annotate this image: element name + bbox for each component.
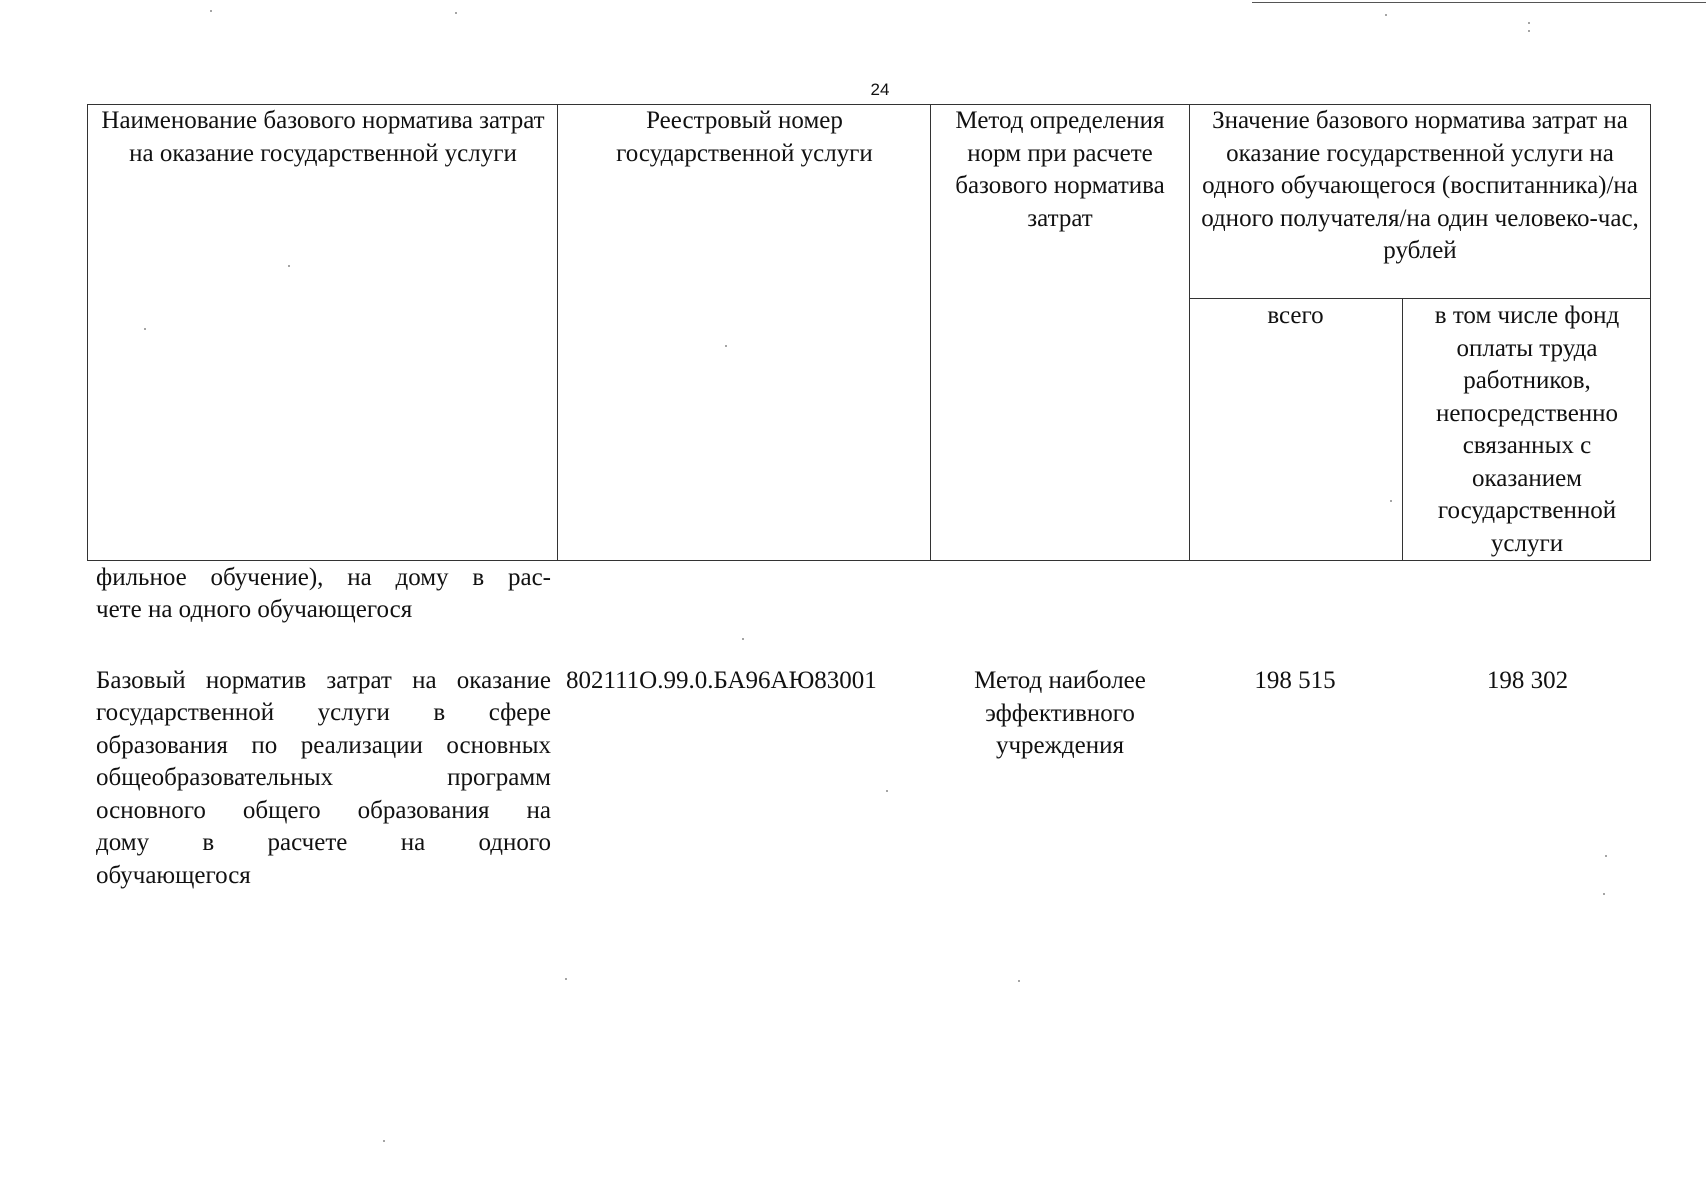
header-method-cell: Метод определения норм при расчете базового норматива затрат — [955, 107, 1165, 232]
scan-speck — [1605, 855, 1607, 857]
continuation-line: чете на одного обучающегося — [96, 596, 413, 623]
row-name-line: государственной услуги в сфере — [96, 699, 551, 726]
header-registry-cell: Реестровый номер государственной услуги — [616, 107, 873, 167]
continuation-line: фильное обучение), на дому в рас- — [96, 564, 551, 591]
table-border-left — [87, 104, 88, 561]
header-payroll-cell: в том числе фонд оплаты труда работников, непосредственно связанных с оказанием государственной услуги — [1434, 302, 1620, 557]
table-header — [87, 104, 1651, 561]
scan-speck — [1603, 893, 1605, 895]
header-total-cell: всего — [1267, 302, 1324, 329]
table-border-right — [1650, 104, 1651, 561]
table-divider — [557, 104, 558, 561]
row-name-line: обучающегося — [96, 862, 251, 889]
row-payroll-value: 198 302 — [1486, 667, 1569, 694]
scan-speck — [1528, 30, 1530, 32]
table-divider — [930, 104, 931, 561]
scan-speck — [210, 10, 212, 12]
row-name-line: дому в расчете на одного — [96, 829, 551, 856]
table-divider — [1402, 298, 1403, 561]
row-total-value: 198 515 — [1254, 667, 1336, 694]
header-value-cell: Значение базового норматива затрат на оказание государственной услуги на одного обучающегося (воспитанника)/на одного получателя/на один человеко-час, рублей — [1201, 107, 1639, 264]
table-divider — [1189, 104, 1190, 561]
row-registry-number: 802111О.99.0.БА96АЮ83001 — [566, 667, 877, 694]
scan-speck — [383, 1140, 385, 1142]
header-name-cell: Наименование базового норматива затрат на оказание государственной услуги — [101, 107, 545, 167]
row-name-line: основного общего образования на — [96, 797, 551, 824]
scan-speck — [1385, 14, 1387, 16]
row-name-line: Базовый норматив затрат на оказание — [96, 667, 551, 694]
row-name-line: общеобразовательных программ — [96, 764, 551, 791]
scan-top-rule — [1252, 2, 1706, 3]
row-name-line: образования по реализации основных — [96, 732, 551, 759]
scan-speck — [1528, 22, 1530, 24]
scan-speck — [1018, 980, 1020, 982]
page-number: 24 — [870, 80, 890, 99]
scan-speck — [455, 12, 457, 14]
table-border-bottom — [87, 560, 1651, 561]
scan-speck — [886, 790, 888, 792]
table-divider — [1189, 298, 1651, 299]
scan-speck — [565, 978, 567, 980]
row-method: Метод наиболее эффективного учреждения — [974, 667, 1146, 759]
scan-speck — [742, 638, 744, 640]
